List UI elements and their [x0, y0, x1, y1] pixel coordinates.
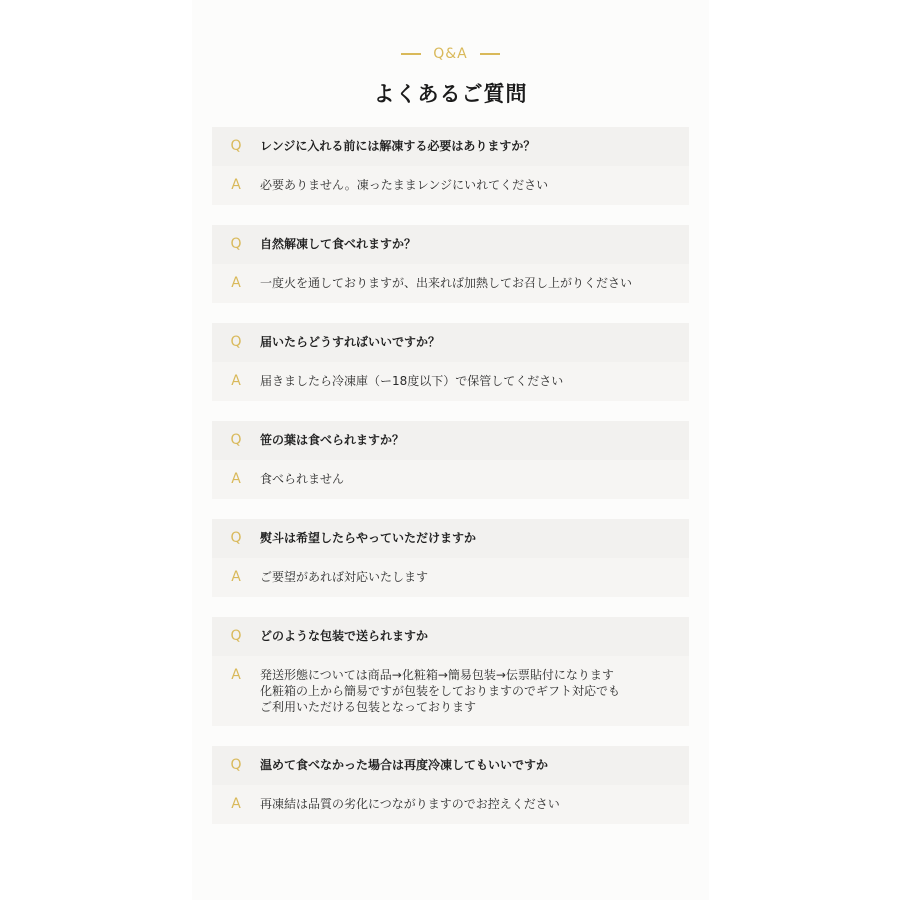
question-marker: Q: [230, 334, 242, 350]
faq-question: [212, 519, 689, 558]
answer-text: 一度火を通しておりますが、出来れば加熱してお召し上がりください: [260, 276, 633, 290]
faq-question: [212, 225, 689, 264]
faq-answer: [212, 460, 689, 499]
answer-text: 再凍結は品質の劣化につながりますのでお控えください: [260, 797, 560, 811]
faq-answer: [212, 656, 689, 726]
question-text: 届いたらどうすればいいですか？: [260, 335, 441, 349]
answer-text: 届きましたら冷凍庫（ー18度以下）で保管してください: [260, 374, 564, 388]
answer-text: ご要望があれば対応いたします: [260, 570, 429, 584]
question-text: 自然解凍して食べれますか？: [260, 237, 417, 251]
eyebrow-label: Q&A: [433, 46, 468, 62]
faq-header: [192, 44, 709, 108]
faq-question: [212, 746, 689, 785]
faq-question: [212, 421, 689, 460]
answer-marker: A: [231, 275, 241, 291]
faq-item: [212, 127, 689, 205]
faq-question: [212, 323, 689, 362]
question-text: 温めて食べなかった場合は再度冷凍してもいいですか: [260, 758, 549, 772]
faq-answer: [212, 785, 689, 824]
answer-marker: A: [231, 667, 241, 683]
question-marker: Q: [230, 432, 242, 448]
faq-question: [212, 617, 689, 656]
faq-item: [212, 225, 689, 303]
answer-text: 発送形態については商品→化粧箱→簡易包装→伝票貼付になります 化粧箱の上から簡易ですが包装をしておりますのでギフト対応でも ご利用いただける包装となっております: [260, 668, 621, 714]
dash-left: [401, 53, 421, 55]
faq-item: [212, 323, 689, 401]
answer-text: 食べられません: [260, 472, 345, 486]
question-text: 笹の葉は食べられますか？: [260, 433, 405, 447]
faq-item: [212, 421, 689, 499]
page-title: よくあるご質問: [373, 82, 528, 106]
answer-marker: A: [231, 796, 241, 812]
faq-item: [212, 519, 689, 597]
question-marker: Q: [230, 236, 242, 252]
question-marker: Q: [230, 138, 242, 154]
faq-item: [212, 746, 689, 824]
question-marker: Q: [230, 757, 242, 773]
dash-right: [480, 53, 500, 55]
answer-text: 必要ありません。凍ったままレンジにいれてください: [260, 178, 549, 192]
faq-answer: [212, 362, 689, 401]
faq-panel: [192, 0, 709, 900]
faq-item: [212, 617, 689, 726]
eyebrow: [192, 44, 709, 64]
faq-question: [212, 127, 689, 166]
question-text: どのような包装で送られますか: [260, 629, 429, 643]
faq-list: [212, 127, 689, 844]
faq-answer: [212, 166, 689, 205]
faq-answer: [212, 264, 689, 303]
question-marker: Q: [230, 530, 242, 546]
question-text: レンジに入れる前には解凍する必要はありますか？: [260, 139, 536, 153]
question-marker: Q: [230, 628, 242, 644]
answer-marker: A: [231, 471, 241, 487]
question-text: 熨斗は希望したらやっていただけますか: [260, 531, 477, 545]
faq-answer: [212, 558, 689, 597]
answer-marker: A: [231, 373, 241, 389]
answer-marker: A: [231, 177, 241, 193]
answer-marker: A: [231, 569, 241, 585]
